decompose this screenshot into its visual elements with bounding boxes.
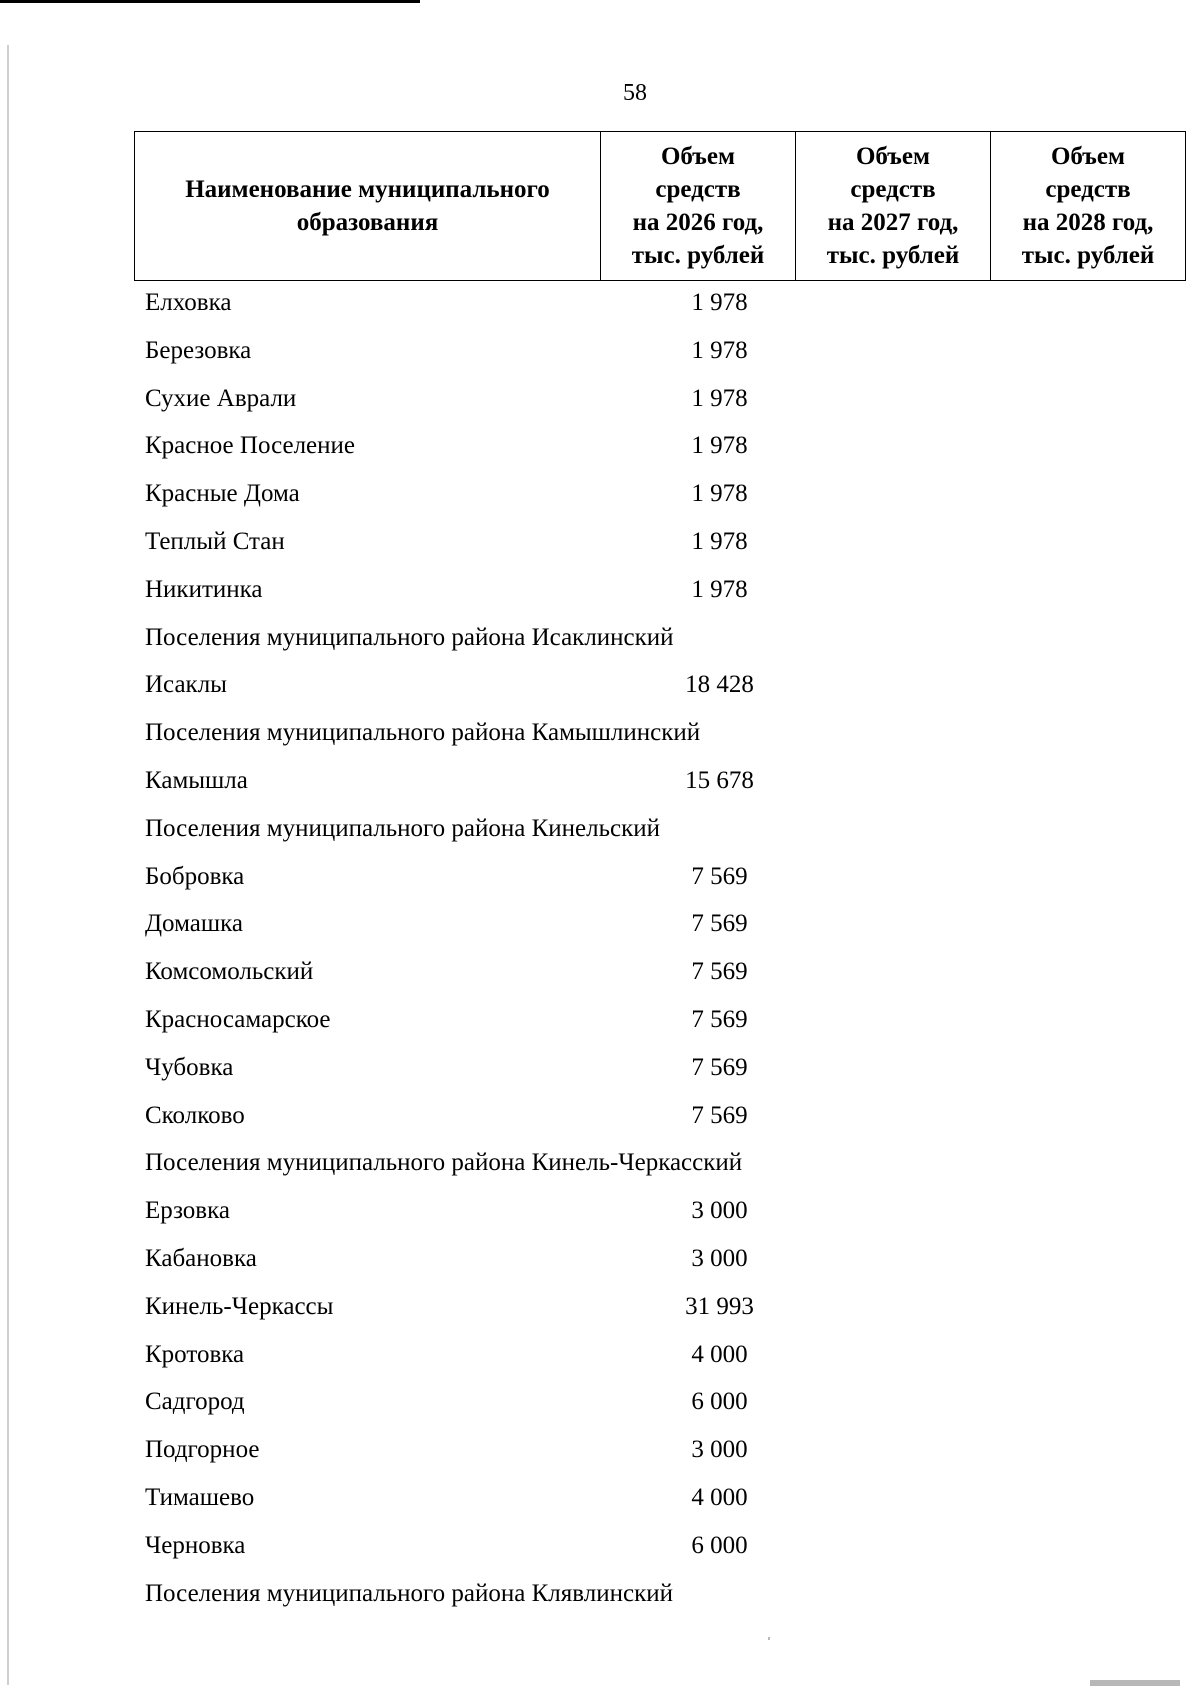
scan-speck: [768, 1637, 770, 1640]
row-value-2026: 1 978: [691, 289, 748, 316]
table-row-group-heading: [145, 616, 1145, 664]
row-name: Никитинка: [145, 575, 263, 603]
row-name: Комсомольский: [145, 958, 314, 986]
table-row: [145, 329, 1145, 377]
row-value-2026: 1 978: [691, 527, 748, 555]
table-row: [145, 663, 1145, 711]
table-row-group-heading: [145, 1141, 1145, 1189]
table-body: [145, 281, 1145, 1619]
header-amount-2026: Объем средств на 2026 год, тыс. рублей: [601, 132, 796, 281]
row-name: Камышла: [145, 766, 248, 794]
row-value-2026: 6 000: [691, 1388, 748, 1416]
row-name: Сухие Аврали: [145, 384, 297, 412]
row-value-2026: 15 678: [685, 766, 754, 794]
row-value-2026: 1 978: [691, 336, 748, 364]
row-value-2026: 7 569: [691, 1005, 748, 1033]
row-value-2026: 18 428: [685, 671, 754, 699]
table-row: [145, 1285, 1145, 1333]
table-header: [134, 131, 1186, 281]
table-row: [145, 520, 1145, 568]
row-value-2026: 1 978: [691, 384, 748, 412]
row-name: Красное Поселение: [145, 432, 355, 460]
row-name: Сколково: [145, 1101, 245, 1129]
row-value-2026: 3 000: [691, 1244, 748, 1272]
table-row: [145, 1189, 1145, 1237]
row-name: Подгорное: [145, 1436, 260, 1464]
table-row: [145, 1333, 1145, 1381]
row-name: Бобровка: [145, 862, 245, 890]
table-row: [145, 902, 1145, 950]
page-number: 58: [623, 80, 647, 106]
row-value-2026: 4 000: [691, 1483, 748, 1511]
district-heading: Поселения муниципального района Камышлинский: [145, 719, 701, 747]
header-municipality-name: Наименование муниципального образования: [135, 132, 601, 281]
table-row: [145, 377, 1145, 425]
table-row: [145, 568, 1145, 616]
row-name: Тимашево: [145, 1483, 255, 1511]
table-row: [145, 759, 1145, 807]
row-name: Елховка: [145, 289, 232, 316]
table-row: [145, 855, 1145, 903]
table-row: [145, 950, 1145, 998]
table-row-group-heading: [145, 711, 1145, 759]
table-row: [145, 1476, 1145, 1524]
district-heading: Поселения муниципального района Кинельский: [145, 814, 661, 842]
row-value-2026: 1 978: [691, 480, 748, 508]
table-row: [145, 472, 1145, 520]
row-value-2026: 7 569: [691, 910, 748, 938]
row-value-2026: 1 978: [691, 432, 748, 460]
table-row: [145, 1428, 1145, 1476]
table-row: [145, 424, 1145, 472]
scan-edge-line: [0, 0, 420, 3]
table-row: [145, 998, 1145, 1046]
row-name: Кротовка: [145, 1340, 245, 1368]
row-value-2026: 7 569: [691, 958, 748, 986]
row-value-2026: 31 993: [685, 1292, 754, 1320]
table-row: [145, 1094, 1145, 1142]
table-row-group-heading: [145, 807, 1145, 855]
row-value-2026: 7 569: [691, 1053, 748, 1081]
row-name: Домашка: [145, 910, 243, 938]
header-amount-2027: Объем средств на 2027 год, тыс. рублей: [796, 132, 991, 281]
row-name: Березовка: [145, 336, 252, 364]
row-value-2026: 7 569: [691, 1101, 748, 1129]
scan-margin-line: [7, 45, 9, 1685]
row-name: Красные Дома: [145, 480, 300, 508]
row-name: Кинель-Черкассы: [145, 1292, 334, 1320]
district-heading: Поселения муниципального района Клявлинский: [145, 1579, 673, 1607]
row-value-2026: 6 000: [691, 1531, 748, 1559]
table-row: [145, 1046, 1145, 1094]
table-row: [145, 281, 1145, 329]
row-name: Исаклы: [145, 671, 227, 699]
row-value-2026: 3 000: [691, 1197, 748, 1225]
row-name: Красносамарское: [145, 1005, 331, 1033]
row-name: Чубовка: [145, 1053, 234, 1081]
row-value-2026: 7 569: [691, 862, 748, 890]
table-row-group-heading: [145, 1572, 1145, 1620]
row-name: Черновка: [145, 1531, 246, 1559]
row-value-2026: 1 978: [691, 575, 748, 603]
table-row: [145, 1524, 1145, 1572]
row-name: Ерзовка: [145, 1197, 230, 1225]
scan-speck: [1090, 1680, 1180, 1686]
district-heading: Поселения муниципального района Исаклинский: [145, 623, 674, 651]
table-row: [145, 1237, 1145, 1285]
row-name: Садгород: [145, 1388, 245, 1416]
header-amount-2028: Объем средств на 2028 год, тыс. рублей: [991, 132, 1186, 281]
row-value-2026: 3 000: [691, 1436, 748, 1464]
row-name: Кабановка: [145, 1244, 257, 1272]
row-value-2026: 4 000: [691, 1340, 748, 1368]
table-row: [145, 1380, 1145, 1428]
row-name: Теплый Стан: [145, 527, 285, 555]
district-heading: Поселения муниципального района Кинель-Черкасский: [145, 1149, 743, 1177]
